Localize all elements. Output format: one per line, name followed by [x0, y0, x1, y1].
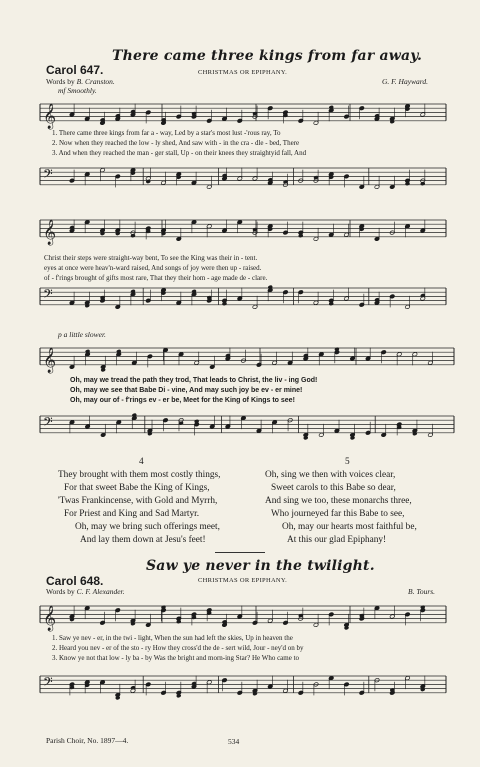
lyrics-3-verse-2: Oh, may we see that Babe Di - vine, And may such joy be ev - er mine!: [70, 387, 303, 394]
lyrics-2-verse-3: of - f'rings brought of gifts most rare, That they their hom - age made de - clare.: [44, 274, 268, 282]
verse-5-line: Oh, sing we then with voices clear,: [265, 470, 396, 480]
treble-staff-system-3: [38, 340, 456, 378]
carol-647-number: Carol 647.: [46, 63, 104, 77]
carol-648-words-credit: [46, 587, 125, 596]
verse-5-line: And sing we too, these monarchs three,: [265, 496, 412, 506]
page-number: 534: [228, 737, 240, 746]
treble-clef-icon: 𝄞: [43, 103, 57, 129]
treble-staff-system-2: [38, 212, 448, 250]
treble-clef-icon: 𝄞: [43, 605, 57, 631]
treble-clef-icon: 𝄞: [43, 219, 57, 245]
lyrics-1-verse-1: 1. There came three kings from far a - way, Led by a star's most lust -'rous ray, To: [52, 129, 281, 137]
words-by-label: Words by: [46, 587, 75, 596]
verse-5-line: Sweet carols to this Babe so dear,: [271, 483, 396, 493]
verse-5-line: At this our glad Epiphany!: [287, 535, 387, 545]
carol-647-category: CHRISTMAS OR EPIPHANY.: [198, 69, 288, 76]
carol-648-composer: B. Tours.: [408, 587, 436, 596]
verse-4-number: 4: [139, 457, 144, 467]
verse-4-line: 'Twas Frankincense, with Gold and Myrrh,: [58, 496, 218, 506]
carol-647-composer: G. F. Hayward.: [382, 77, 429, 86]
bass-staff-system-2: [38, 280, 448, 318]
lyrics-3-verse-3: Oh, may our of - f'rings ev - er be, Meet for the King of Kings to see!: [70, 397, 295, 404]
bass-clef-icon: 𝄢: [43, 166, 53, 185]
verse-5: [265, 469, 417, 547]
treble-clef-icon: 𝄞: [43, 347, 57, 373]
bass-clef-icon: 𝄢: [43, 414, 53, 433]
tempo-marking-2: p a little slower.: [58, 330, 106, 339]
carol-648-lyrics-verse-3: 3. Know ye not that low - ly ba - by Was the bright and morn-ing Star? He Who came to: [52, 654, 300, 662]
verse-4-line: For that sweet Babe the King of Kings,: [64, 483, 210, 493]
lyrics-1-verse-3: 3. And when they reached the man - ger stall, Up - on their knees they straightyid fall, And: [52, 149, 307, 157]
carol-647-author: B. Cranston.: [76, 77, 115, 86]
carol-648-lyrics-verse-1: 1. Saw ye nev - er, in the twi - light, When the sun had left the skies, Up in heaven the: [52, 634, 293, 642]
lyrics-1-verse-2: 2. Now when they reached the low - ly shed, And saw with - in the cra - dle - bed, There: [52, 139, 300, 147]
verse-5-line: Who journeyed far this Babe to see,: [271, 509, 405, 519]
verse-4: [58, 469, 220, 547]
bass-clef-icon: 𝄢: [43, 286, 53, 305]
verse-4-line: They brought with them most costly things,: [58, 470, 221, 480]
bass-staff-carol-648: [38, 668, 448, 708]
carol-647-words-credit: [46, 77, 115, 86]
lyrics-2-verse-1: Christ their steps were straight-way bent, To see the King was their in - tent.: [44, 254, 258, 262]
carol-648-number: Carol 648.: [46, 574, 104, 588]
verse-4-line: And lay them down at Jesu's feet!: [80, 535, 206, 545]
bass-staff-system-3: [38, 408, 456, 446]
words-by-label: Words by: [46, 77, 75, 86]
treble-staff-carol-648: [38, 598, 448, 636]
verse-4-line: For Priest and King and Sad Martyr.: [64, 509, 200, 519]
verse-5-line: Oh, may our hearts most faithful be,: [282, 522, 417, 532]
bass-staff-system-1: [38, 160, 448, 198]
carol-648-title: Saw ye never in the twilight.: [146, 558, 375, 574]
bass-clef-icon: 𝄢: [43, 674, 53, 693]
lyrics-3-verse-1: Oh, may we tread the path they trod, That leads to Christ, the liv - ing God!: [70, 377, 318, 384]
tempo-marking-1: mf Smoothly.: [58, 86, 97, 95]
footer-publisher: Parish Choir, No. 1897—4.: [46, 736, 129, 745]
lyrics-2-verse-2: eyes at once were heav'n-ward raised, And songs of joy were then up - raised.: [44, 264, 262, 272]
carol-648-author: C. F. Alexander.: [76, 587, 125, 596]
carol-648-lyrics-verse-2: 2. Heard you nev - er of the sto - ry How they cross'd the de - sert wild, Jour - ney'd on by: [52, 644, 304, 652]
divider: [215, 552, 265, 553]
verse-5-number: 5: [345, 457, 350, 467]
verse-4-line: Oh, may we bring such offerings meet,: [75, 522, 220, 532]
carol-647-title: There came three kings from far away.: [112, 48, 423, 64]
carol-648-category: CHRISTMAS OR EPIPHANY.: [198, 577, 288, 584]
